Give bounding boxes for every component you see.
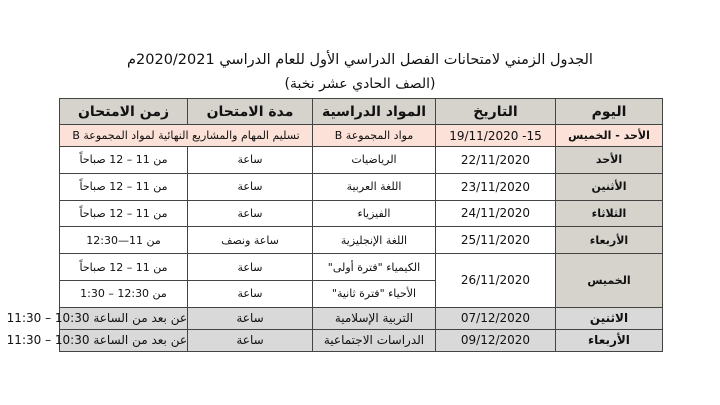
table-row-thursday-first: [60, 254, 663, 281]
table-row: [60, 200, 663, 227]
thursday-day: الخميس: [556, 254, 663, 308]
exam-schedule-table: [6, 98, 663, 352]
row-subject: الرياضيات: [313, 147, 436, 174]
remote-subject: الدراسات الاجتماعية: [313, 329, 436, 351]
header-day: اليوم: [556, 99, 663, 125]
page-subtitle: (الصف الحادي عشر نخبة): [284, 76, 436, 92]
row-subject: الفيزياء: [313, 200, 436, 227]
row-day: الأحد: [556, 147, 663, 174]
remote-day: الأربعاء: [556, 329, 663, 351]
remote-duration: ساعة: [188, 329, 313, 351]
row-date: 25/11/2020: [436, 227, 556, 254]
table-row: [60, 227, 663, 254]
group-b-subject: مواد المجموعة B: [313, 125, 436, 147]
remote-time: عن بعد من الساعة 10:30 – 11:30: [60, 307, 188, 329]
row-duration: ساعة: [188, 173, 313, 200]
row-date: 24/11/2020: [436, 200, 556, 227]
row-date: 22/11/2020: [436, 147, 556, 174]
remote-day: الاثنين: [556, 307, 663, 329]
row-day: الثلاثاء: [556, 200, 663, 227]
group-b-row: [60, 125, 663, 147]
thursday-time-1: من 11 – 12 صباحاً: [60, 254, 188, 281]
group-b-date: 15- 19/11/2020: [436, 125, 556, 147]
table-header-row: [60, 99, 663, 125]
remote-date: 09/12/2020: [436, 329, 556, 351]
row-time: من 11 – 12 صباحاً: [60, 200, 188, 227]
header-duration: مدة الامتحان: [188, 99, 313, 125]
thursday-duration-2: ساعة: [188, 280, 313, 307]
thursday-date: 26/11/2020: [436, 254, 556, 308]
remote-time: عن بعد من الساعة 10:30 – 11:30: [60, 329, 188, 351]
table-row: [60, 173, 663, 200]
thursday-subject-2: الأحياء "فترة ثانية": [313, 280, 436, 307]
header-date: التاريخ: [436, 99, 556, 125]
row-date: 23/11/2020: [436, 173, 556, 200]
table-row-remote: [60, 329, 663, 351]
header-subject: المواد الدراسية: [313, 99, 436, 125]
table-row-remote: [60, 307, 663, 329]
row-time: من 11—12:30: [60, 227, 188, 254]
remote-subject: التربية الإسلامية: [313, 307, 436, 329]
header-time: زمن الامتحان: [60, 99, 188, 125]
row-day: الأربعاء: [556, 227, 663, 254]
thursday-duration-1: ساعة: [188, 254, 313, 281]
row-time: من 11 – 12 صباحاً: [60, 173, 188, 200]
page-title: الجدول الزمني لامتحانات الفصل الدراسي الأول للعام الدراسي 2020/2021م: [127, 52, 593, 68]
thursday-time-2: من 12:30 – 1:30: [60, 280, 188, 307]
group-b-day: الأحد - الخميس: [556, 125, 663, 147]
row-time: من 11 – 12 صباحاً: [60, 147, 188, 174]
table-row: [60, 147, 663, 174]
group-b-note: تسليم المهام والمشاريع النهائية لمواد المجموعة B: [60, 125, 313, 147]
row-day: الأثنين: [556, 173, 663, 200]
row-subject: اللغة الإنجليزية: [313, 227, 436, 254]
row-subject: اللغة العربية: [313, 173, 436, 200]
row-duration: ساعة: [188, 200, 313, 227]
remote-duration: ساعة: [188, 307, 313, 329]
row-duration: ساعة: [188, 147, 313, 174]
row-duration: ساعة ونصف: [188, 227, 313, 254]
remote-date: 07/12/2020: [436, 307, 556, 329]
thursday-subject-1: الكيمياء "فترة أولى": [313, 254, 436, 281]
